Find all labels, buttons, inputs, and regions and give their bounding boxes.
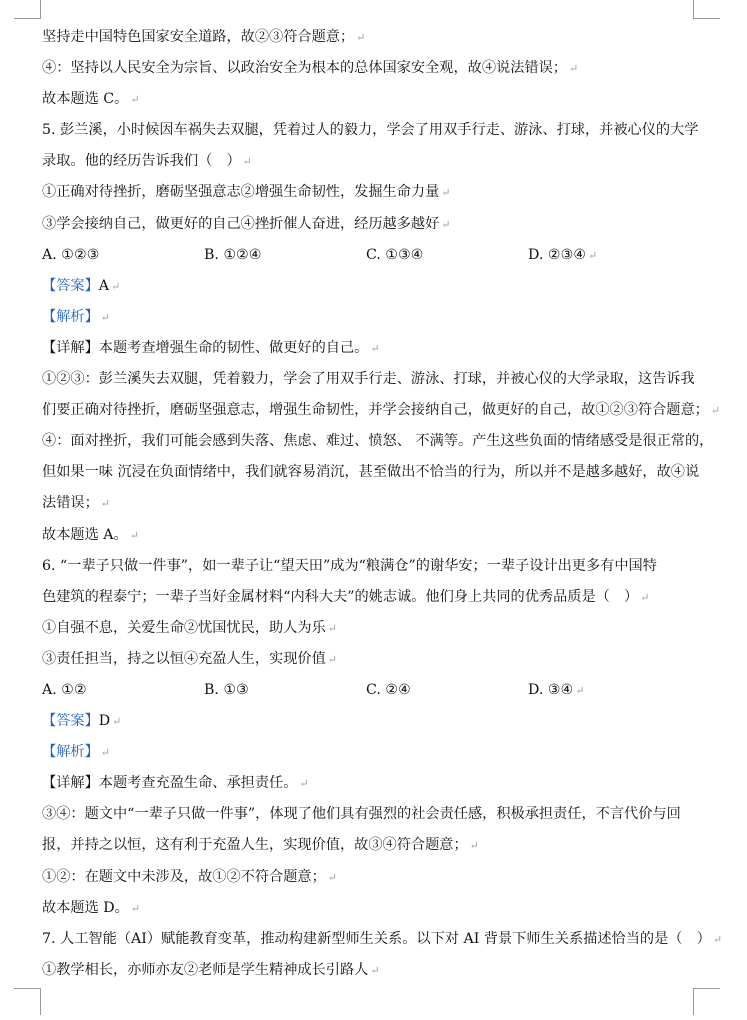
text-line: 故本题选 C。 ↵ <box>42 91 140 108</box>
text-line: 坚持走中国特色国家安全道路，故②③符合题意； ↵ <box>42 29 366 45</box>
answer-value: A <box>98 277 110 294</box>
question-6-options <box>42 675 702 706</box>
paragraph-mark-icon: ↵ <box>370 963 380 977</box>
text-line: ④：坚持以人民安全为宗旨、以政治安全为根本的总体国家安全观，故④说法错误； ↵ <box>42 60 579 77</box>
text-line: 报，并持之以恒，这有利于充盈人生，实现价值，故③④符合题意； ↵ <box>42 837 479 854</box>
paragraph-mark-icon: ↵ <box>100 310 110 324</box>
option-d: D. ③④ ↵ <box>528 681 585 698</box>
option-b: B. ①③ <box>204 681 249 698</box>
detail-line: 【详解】本题考查充盈生命、承担责任。 ↵ <box>42 775 309 792</box>
option-c: C. ②④ <box>366 681 411 698</box>
question-5-stem: 录取。他的经历告诉我们（ ） ↵ <box>42 153 252 170</box>
paragraph-mark-icon: ↵ <box>327 870 337 884</box>
paragraph-mark-icon: ↵ <box>568 62 579 76</box>
text-line: ①②③：彭兰溪失去双腿，凭着毅力，学会了用双手行走、游泳、打球，并被心仪的大学录取，这告诉我 <box>42 371 695 388</box>
paragraph-mark-icon: ↵ <box>111 279 121 293</box>
question-6-statements: ③责任担当，持之以恒④充盈人生，实现价值 ↵ <box>42 650 337 667</box>
paragraph-mark-icon: ↵ <box>441 217 451 231</box>
page-corner-bottom-right <box>693 988 720 1015</box>
paragraph-mark-icon: ↵ <box>130 93 140 107</box>
option-a: A. ①② <box>42 681 87 698</box>
option-b: B. ①②④ <box>204 246 262 263</box>
page-corner-top-right <box>693 0 720 19</box>
paragraph-mark-icon: ↵ <box>710 404 721 418</box>
paragraph-mark-icon: ↵ <box>100 746 110 760</box>
analysis-line <box>42 302 702 333</box>
paragraph-mark-icon: ↵ <box>130 901 141 915</box>
paragraph-mark-icon: ↵ <box>356 31 366 44</box>
text-line: 故本题选 A。 ↵ <box>42 526 139 543</box>
page-corner-bottom-left <box>14 988 41 1015</box>
page-corner-top-left <box>14 0 41 19</box>
paragraph-mark-icon: ↵ <box>575 683 585 697</box>
question-5-statements: ③学会接纳自己，做更好的自己④挫折催人奋进，经历越多越好 ↵ <box>42 215 451 232</box>
paragraph-mark-icon: ↵ <box>100 497 110 511</box>
paragraph-mark-icon: ↵ <box>129 528 139 542</box>
text-line: ①②：在题文中未涉及，故①②不符合题意； ↵ <box>42 868 337 885</box>
option-d: D. ②③④ ↵ <box>528 246 598 263</box>
text-line: ③④：题文中“一辈子只做一件事”，体现了他们具有强烈的社会责任感，积极承担责任，不言代价与回 <box>42 806 681 823</box>
question-6-stem: 色建筑的程泰宁；一辈子当好金属材料“内科大夫”的姚志诚。他们身上共同的优秀品质是（ ） ↵ <box>42 588 650 605</box>
question-6-statements: ①自强不息，关爱生命②忧国忧民，助人为乐 ↵ <box>42 619 337 636</box>
question-7-stem: 7. 人工智能（AI）赋能教育变革，推动构建新型师生关系。以下对 AI 背景下师生关系描述恰当的是（ ） ↵ <box>42 930 723 947</box>
paragraph-mark-icon: ↵ <box>242 155 252 169</box>
answer-line <box>42 706 702 737</box>
question-6-stem: 6. “一辈子只做一件事”，如一辈子让“望天田”成为“粮满仓”的谢华安；一辈子设计出更多有中国特 <box>42 557 657 574</box>
paragraph-mark-icon: ↵ <box>588 248 598 262</box>
paragraph-mark-icon: ↵ <box>299 777 309 791</box>
option-a: A. ①②③ <box>42 246 100 263</box>
paragraph-mark-icon: ↵ <box>327 652 337 666</box>
answer-tag: 【答案】 <box>42 277 99 294</box>
question-5-statements: ①正确对待挫折，磨砺坚强意志②增强生命韧性，发掘生命力量 ↵ <box>42 184 451 201</box>
option-c: C. ①③④ <box>366 246 424 263</box>
paragraph-mark-icon: ↵ <box>469 839 479 853</box>
detail-line: 【详解】本题考查增强生命的韧性、做更好的自己。 ↵ <box>42 339 380 356</box>
document-body <box>42 22 723 986</box>
answer-tag: 【答案】 <box>42 713 99 730</box>
paragraph-mark-icon: ↵ <box>640 590 650 604</box>
answer-value: D <box>98 713 111 730</box>
question-5-options <box>42 240 702 271</box>
paragraph-mark-icon: ↵ <box>327 621 337 635</box>
paragraph-mark-icon: ↵ <box>112 715 122 729</box>
text-line: 故本题选 D。 ↵ <box>42 899 141 916</box>
answer-line <box>42 271 702 302</box>
text-line: 但如果一味 沉浸在负面情绪中，我们就容易消沉，甚至做出不恰当的行为，所以并不是越多越好，故④说 <box>42 464 700 481</box>
question-7-statements: ①教学相长，亦师亦友②老师是学生精神成长引路人 ↵ <box>42 961 380 978</box>
text-line: ④：面对挫折，我们可能会感到失落、焦虑、难过、愤怒、 不满等。产生这些负面的情绪感受是很正常的， <box>42 433 714 450</box>
paragraph-mark-icon: ↵ <box>441 186 451 200</box>
paragraph-mark-icon: ↵ <box>370 341 380 355</box>
analysis-tag: 【解析】 <box>42 744 99 761</box>
question-5-stem: 5. 彭兰溪，小时候因车祸失去双腿，凭着过人的毅力，学会了用双手行走、游泳、打球，并被心仪的大学 <box>42 122 699 139</box>
analysis-line <box>42 737 702 768</box>
paragraph-mark-icon: ↵ <box>712 932 723 946</box>
text-line: 们要正确对待挫折，磨砺坚强意志，增强生命韧性，并学会接纳自己，做更好的自己，故①②③符合题意； ↵ <box>42 402 721 419</box>
text-line: 法错误； ↵ <box>42 495 110 512</box>
analysis-tag: 【解析】 <box>42 308 99 325</box>
